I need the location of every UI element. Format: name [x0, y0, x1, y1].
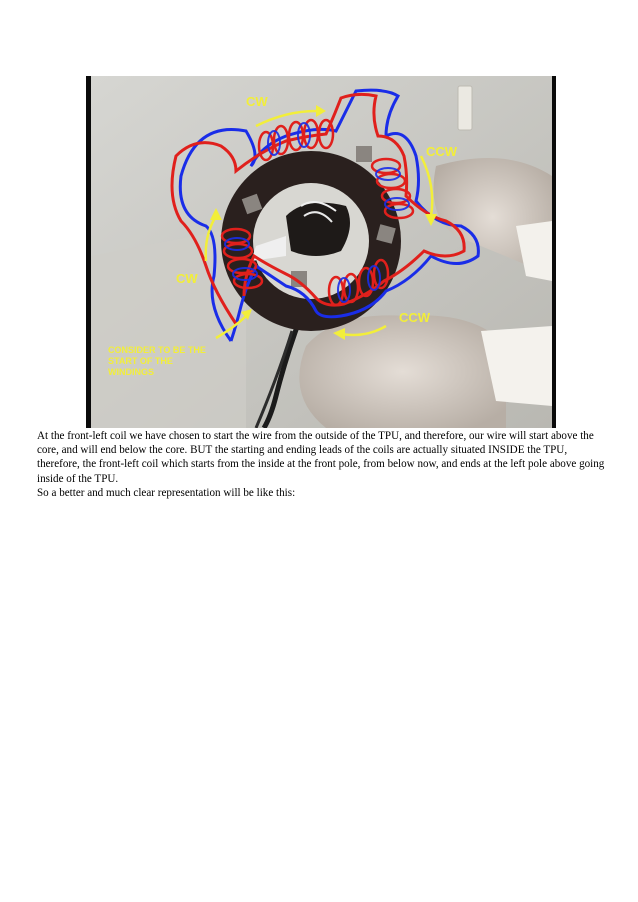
label-ccw-right: CCW [426, 144, 458, 159]
tpu-photo [86, 76, 556, 428]
body-text [37, 429, 605, 500]
label-start-line1: CONSIDER TO BE THE [108, 345, 206, 355]
label-cw-top: CW [246, 94, 268, 109]
label-ccw-bottom: CCW [399, 310, 431, 325]
paragraph-representation-intro: So a better and much clear representation will be like this: [37, 486, 296, 499]
bottom-hand [299, 315, 506, 428]
paragraph-explanation: At the front-left coil we have chosen to start the wire from the outside of the TPU, and therefore, our wire will start above the core, and will end below the core. BUT the starting and ending leads of the coils are actually situated INSIDE the TPU, therefore, the front-left coil which starts from the inside at the front pole, from below now, and ends at the left pole above going inside of the TPU. [37, 430, 605, 485]
wall-outlet [458, 86, 472, 130]
label-cw-left: CW [176, 271, 198, 286]
label-start-line3: WINDINGS [108, 367, 154, 377]
label-start-line2: START OF THE [108, 356, 173, 366]
